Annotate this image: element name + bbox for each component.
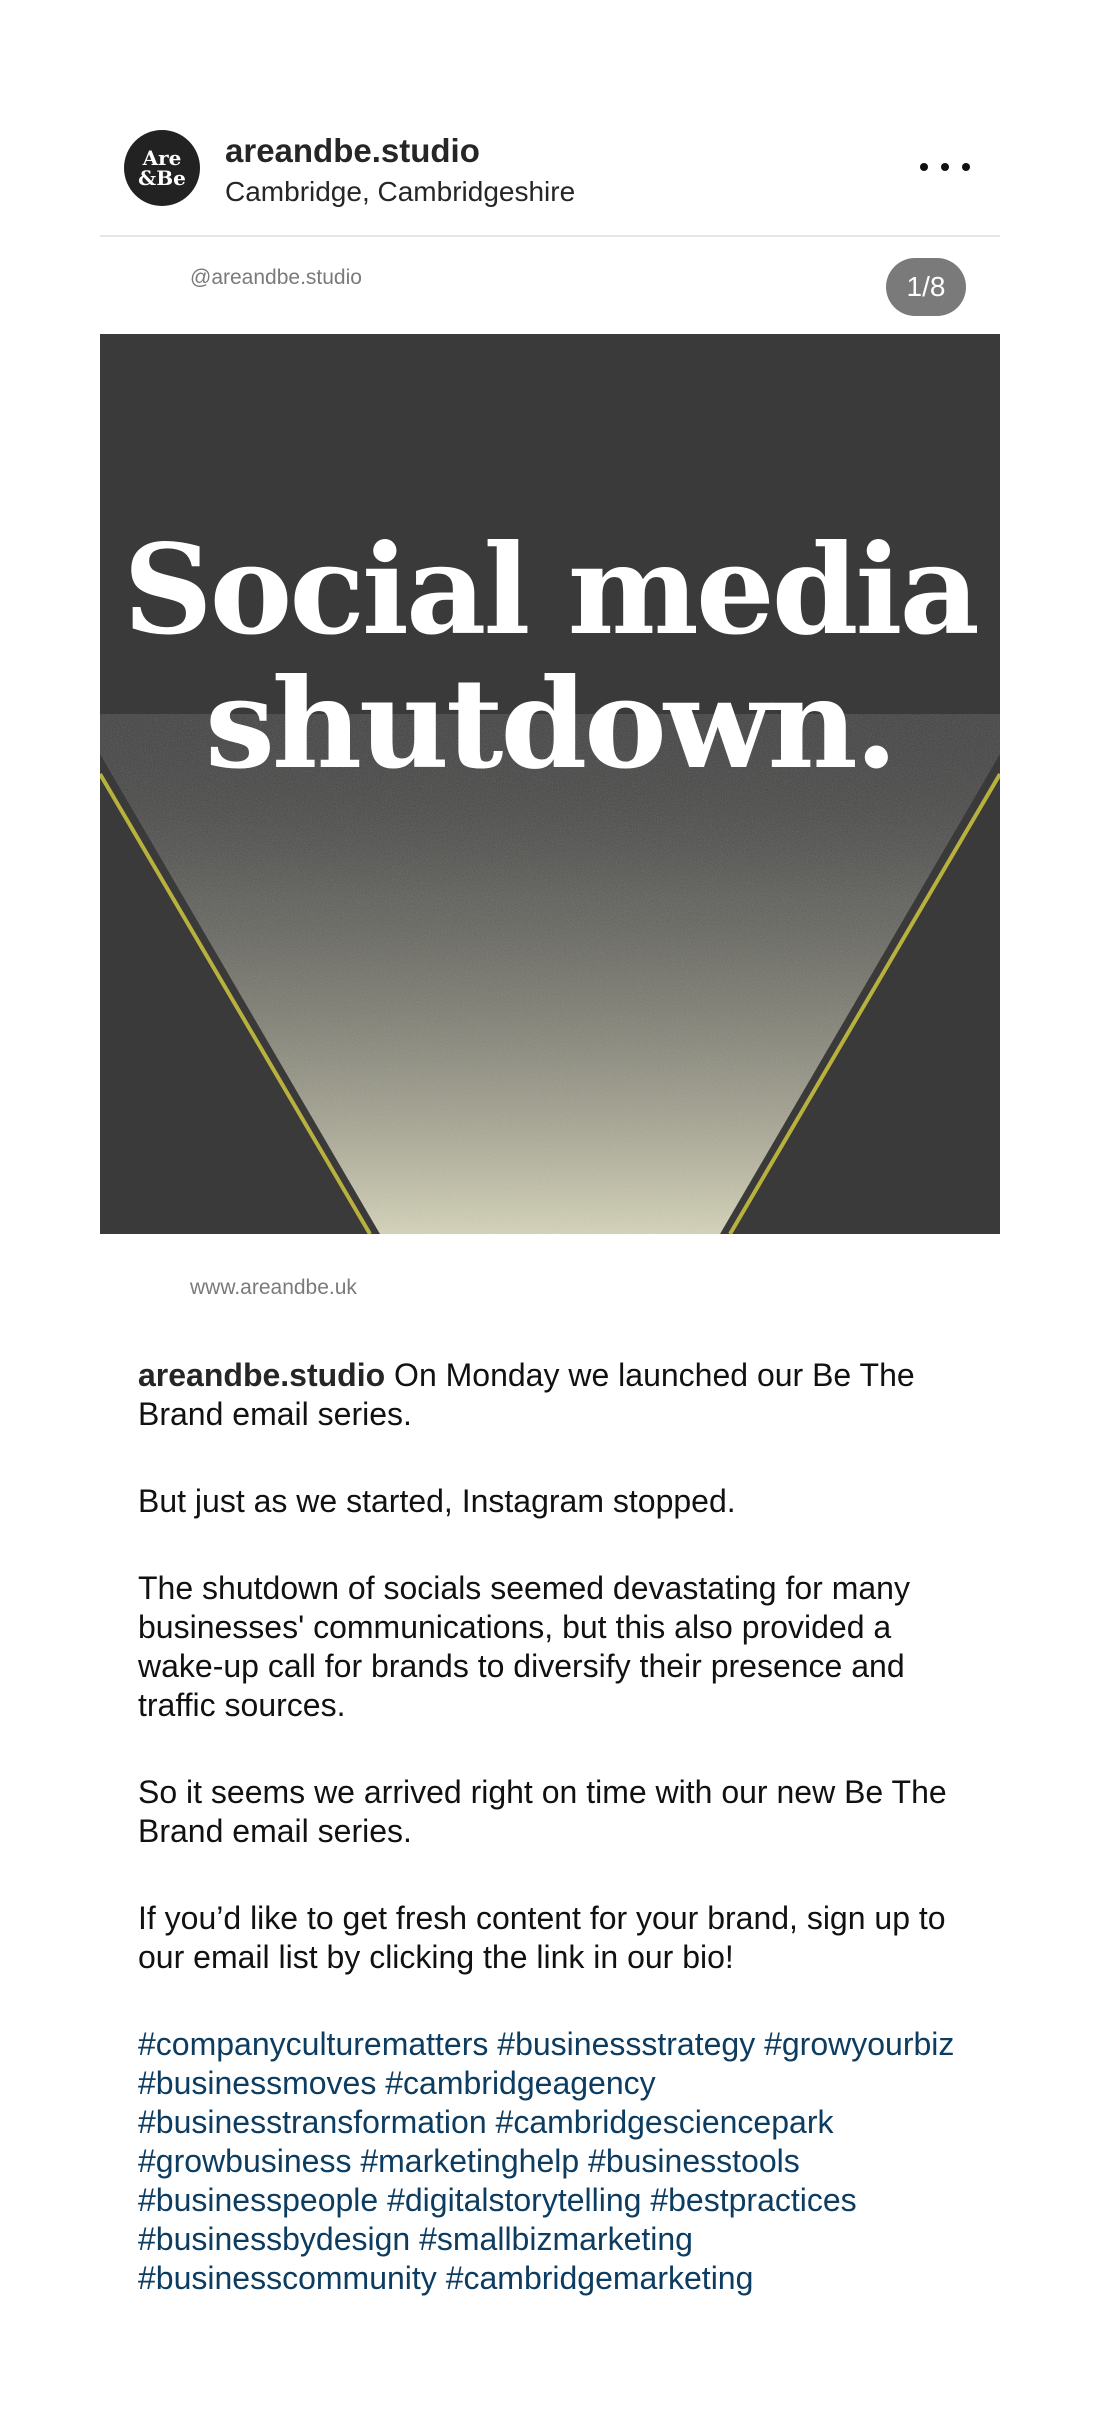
image-handle: @areandbe.studio: [190, 266, 362, 289]
caption-paragraph-3: The shutdown of socials seemed devastating for many businesses' communications, but this also provided a wake-up call for brands to diversify their presence and traffic sources.: [138, 1570, 910, 1723]
location[interactable]: Cambridge, Cambridgeshire: [225, 176, 576, 207]
hashtag-link[interactable]: #businessbydesign: [138, 2221, 411, 2257]
hashtag-link[interactable]: #businesstransformation: [138, 2104, 487, 2140]
more-horizontal-icon: [962, 163, 970, 171]
hashtag-link[interactable]: #smallbizmarketing: [419, 2221, 693, 2257]
hashtag-link[interactable]: #marketinghelp: [360, 2143, 580, 2179]
hashtag-link[interactable]: #businessmoves: [138, 2065, 377, 2101]
avatar-text-line1: Are: [142, 146, 182, 170]
avatar[interactable]: [124, 130, 200, 206]
more-options-button[interactable]: [920, 152, 970, 182]
hashtag-link[interactable]: #businesstools: [588, 2143, 800, 2179]
caption-paragraph-4: So it seems we arrived right on time with our new Be The Brand email series.: [138, 1774, 947, 1849]
username[interactable]: areandbe.studio: [225, 132, 480, 169]
hashtag-link[interactable]: #bestpractices: [650, 2182, 857, 2218]
hashtag-list: [138, 2025, 968, 2298]
more-horizontal-icon: [920, 163, 928, 171]
hashtag-link[interactable]: #cambridgesciencepark: [495, 2104, 834, 2140]
hashtag-link[interactable]: #cambridgeagency: [385, 2065, 656, 2101]
post-caption: [138, 1356, 968, 2346]
hashtag-link[interactable]: #growbusiness: [138, 2143, 352, 2179]
caption-paragraph-1: [138, 1356, 968, 1434]
more-horizontal-icon: [941, 163, 949, 171]
avatar-text-line2: &Be: [138, 166, 186, 190]
post-image[interactable]: [100, 334, 1000, 1234]
slide-counter: 1/8: [886, 258, 966, 316]
hashtag-link[interactable]: #digitalstorytelling: [387, 2182, 642, 2218]
headline-line-2: shutdown.: [205, 652, 895, 797]
hashtag-link[interactable]: #companyculturematters: [138, 2026, 489, 2062]
caption-paragraph-2: But just as we started, Instagram stopped.: [138, 1483, 736, 1519]
headline-line-1: Social media: [123, 518, 977, 663]
hashtag-link[interactable]: #businessstrategy: [497, 2026, 756, 2062]
post-header: [100, 100, 1000, 237]
hashtag-link[interactable]: #cambridgemarketing: [445, 2260, 754, 2296]
caption-author[interactable]: areandbe.studio: [138, 1357, 386, 1393]
caption-first-text: On Monday we launched our Be The Brand email series.: [138, 1357, 915, 1432]
image-headline: [100, 518, 1000, 797]
hashtag-link[interactable]: #businesscommunity: [138, 2260, 437, 2296]
caption-paragraph-5: If you’d like to get fresh content for your brand, sign up to our email list by clicking the link in our bio!: [138, 1900, 946, 1975]
hashtag-link[interactable]: #growyourbiz: [764, 2026, 955, 2062]
image-website: www.areandbe.uk: [190, 1276, 357, 1299]
hashtag-link[interactable]: #businesspeople: [138, 2182, 379, 2218]
